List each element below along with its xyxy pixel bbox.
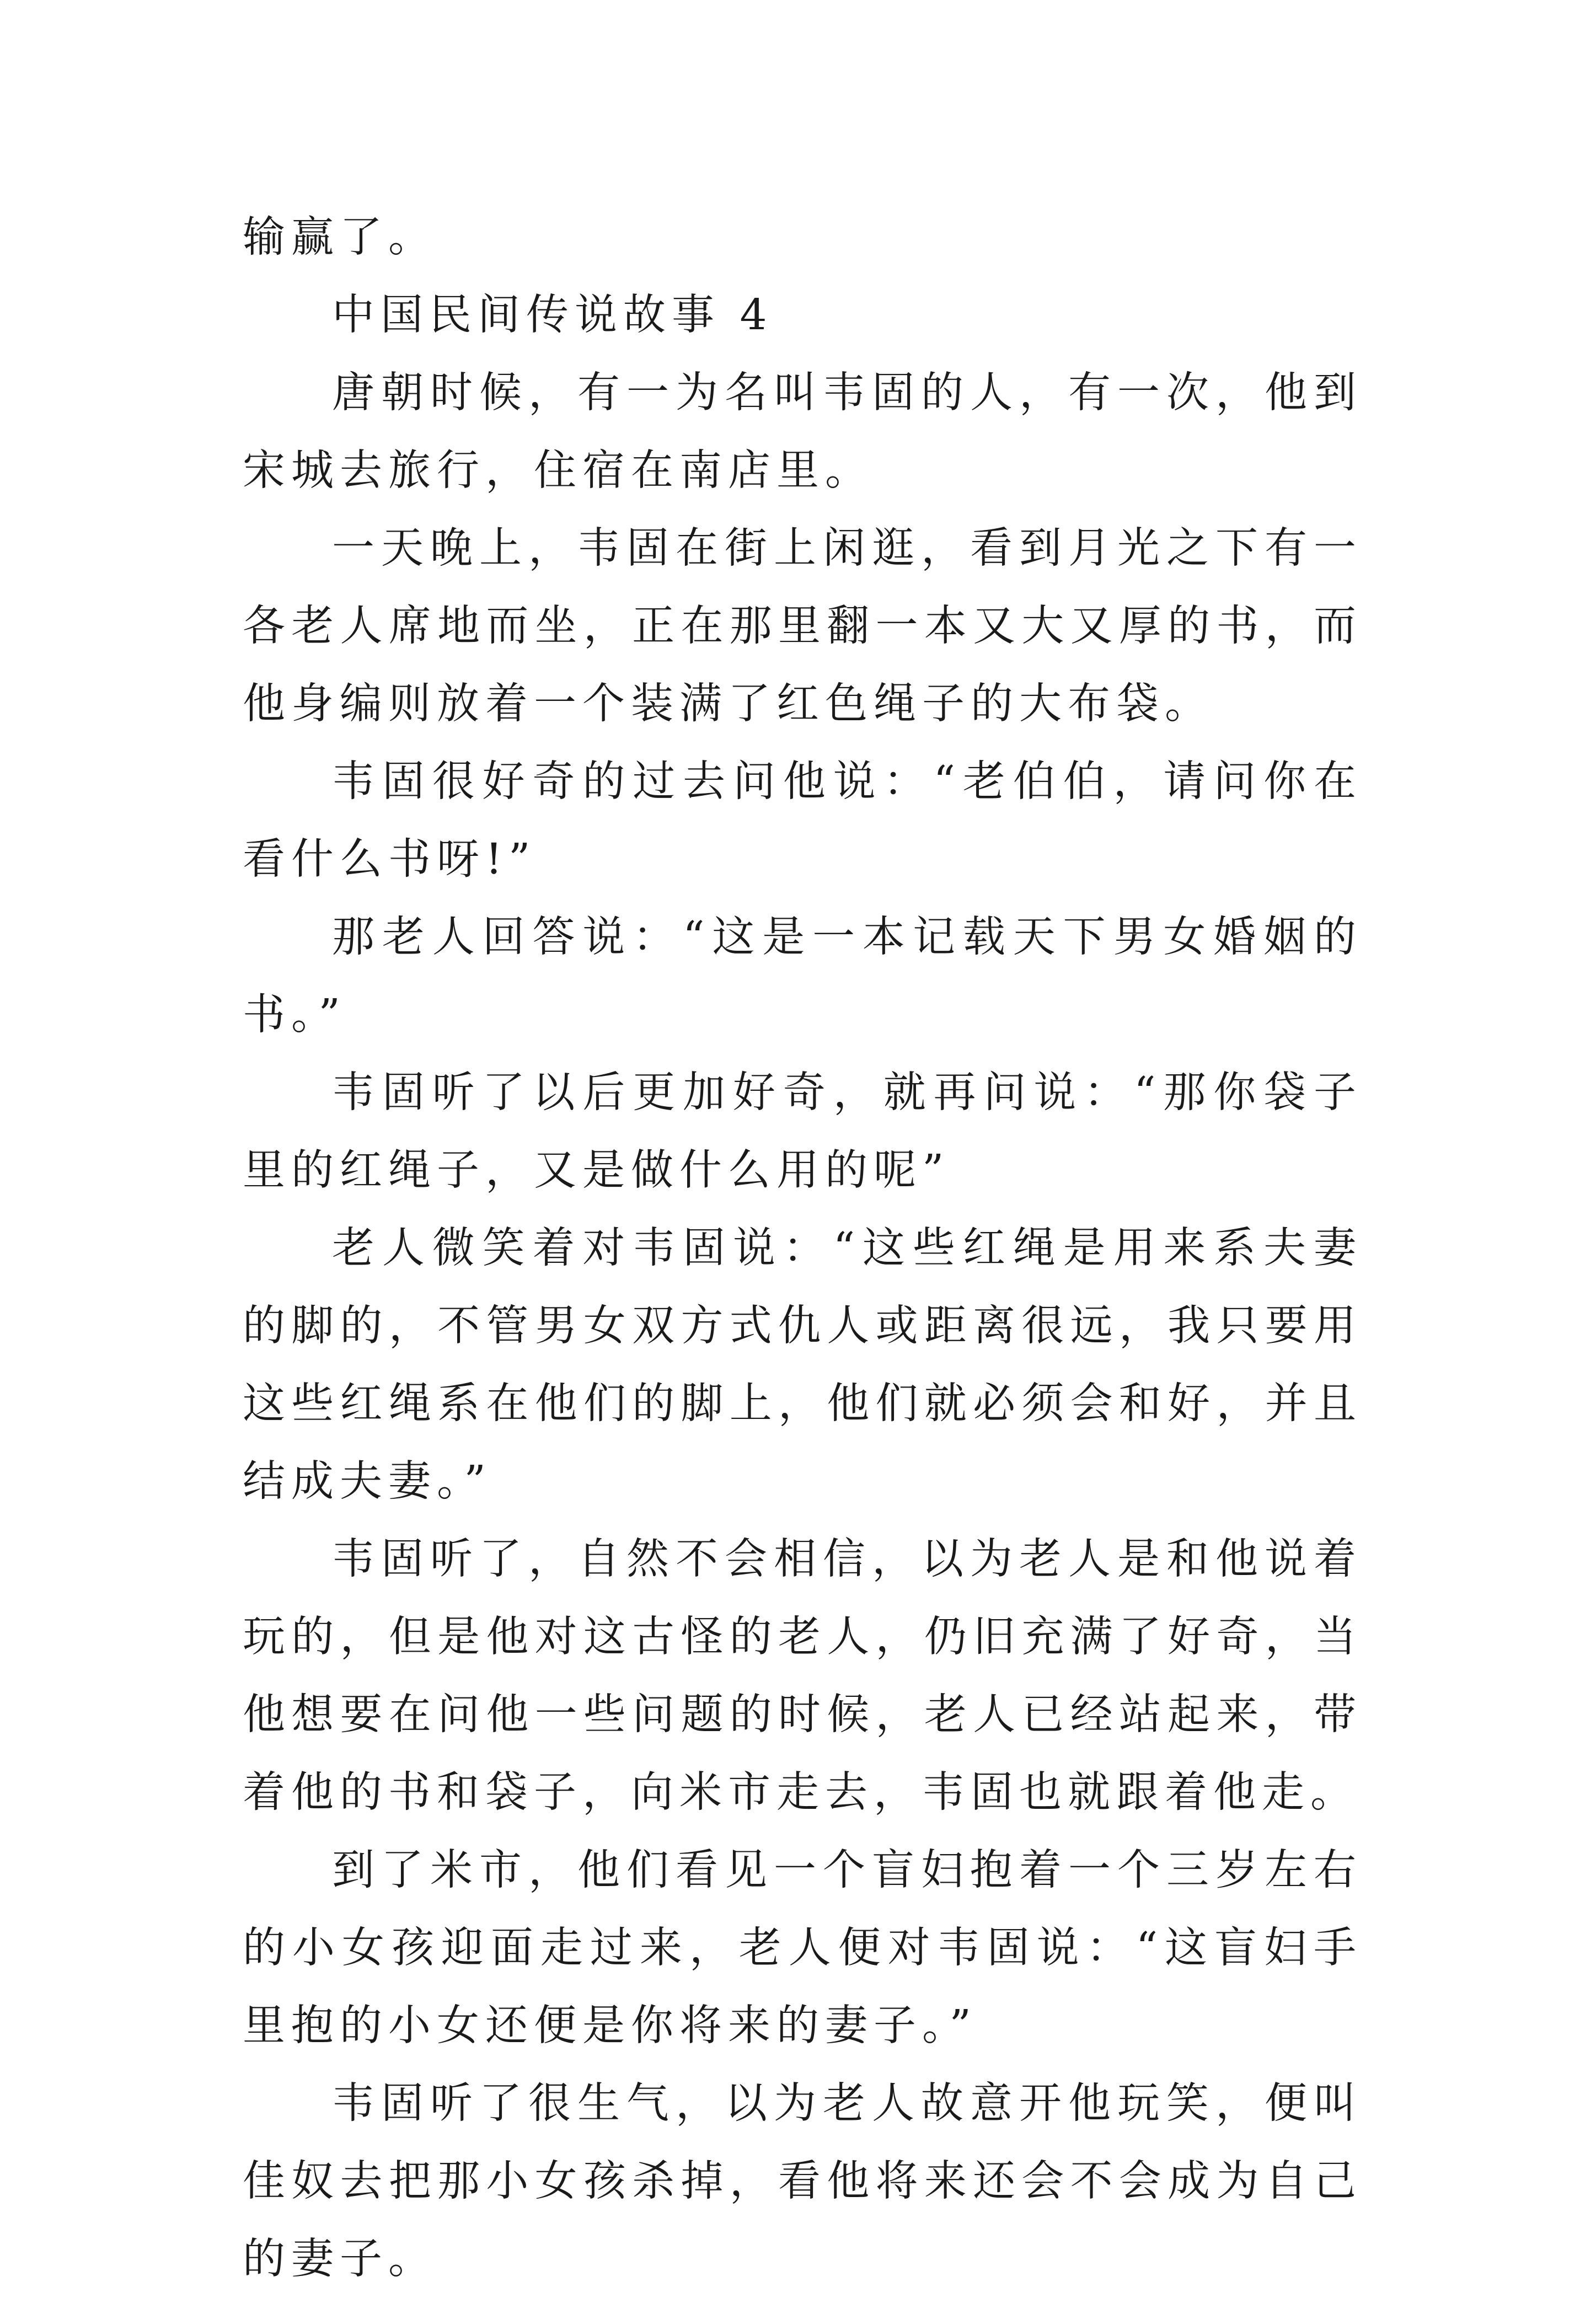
paragraph: 韦固很好奇的过去问他说：“老伯伯，请问你在看什么书呀!” <box>243 757 1362 884</box>
section-heading: 中国民间传说故事 4 <box>332 291 773 340</box>
paragraph: 唐朝时候，有一为名叫韦固的人，有一次，他到宋城去旅行，住宿在南店里。 <box>243 368 1362 495</box>
paragraph: 到了米市，他们看见一个盲妇抱着一个三岁左右的小女孩迎面走过来，老人便对韦固说：“这盲妇手里抱的小女还便是你将来的妻子。” <box>243 1846 1362 2050</box>
document-body <box>243 199 1362 2298</box>
paragraph: 那老人回答说：“这是一本记载天下男女婚姻的书。” <box>243 913 1362 1040</box>
paragraph: 韦固听了以后更加好奇，就再问说：“那你袋子里的红绳子，又是做什么用的呢” <box>243 1068 1362 1195</box>
paragraph-continuation: 输赢了。 <box>243 213 437 262</box>
paragraph: 韦固听了，自然不会相信，以为老人是和他说着玩的，但是他对这古怪的老人，仍旧充满了好奇，当他想要在问他一些问题的时候，老人已经站起来，带着他的书和袋子，向米市走去，韦固也就跟着他走。 <box>243 1535 1362 1817</box>
paragraph: 一天晚上，韦固在街上闲逛，看到月光之下有一各老人席地而坐，正在那里翻一本又大又厚的书，而他身编则放着一个装满了红色绳子的大布袋。 <box>243 524 1362 728</box>
paragraph: 老人微笑着对韦固说：“这些红绳是用来系夫妻的脚的，不管男女双方式仇人或距离很远，我只要用这些红绳系在他们的脚上，他们就必须会和好，并且结成夫妻。” <box>243 1224 1362 1506</box>
paragraph: 韦固听了很生气，以为老人故意开他玩笑，便叫佳奴去把那小女孩杀掉，看他将来还会不会成为自己的妻子。 <box>243 2079 1362 2284</box>
